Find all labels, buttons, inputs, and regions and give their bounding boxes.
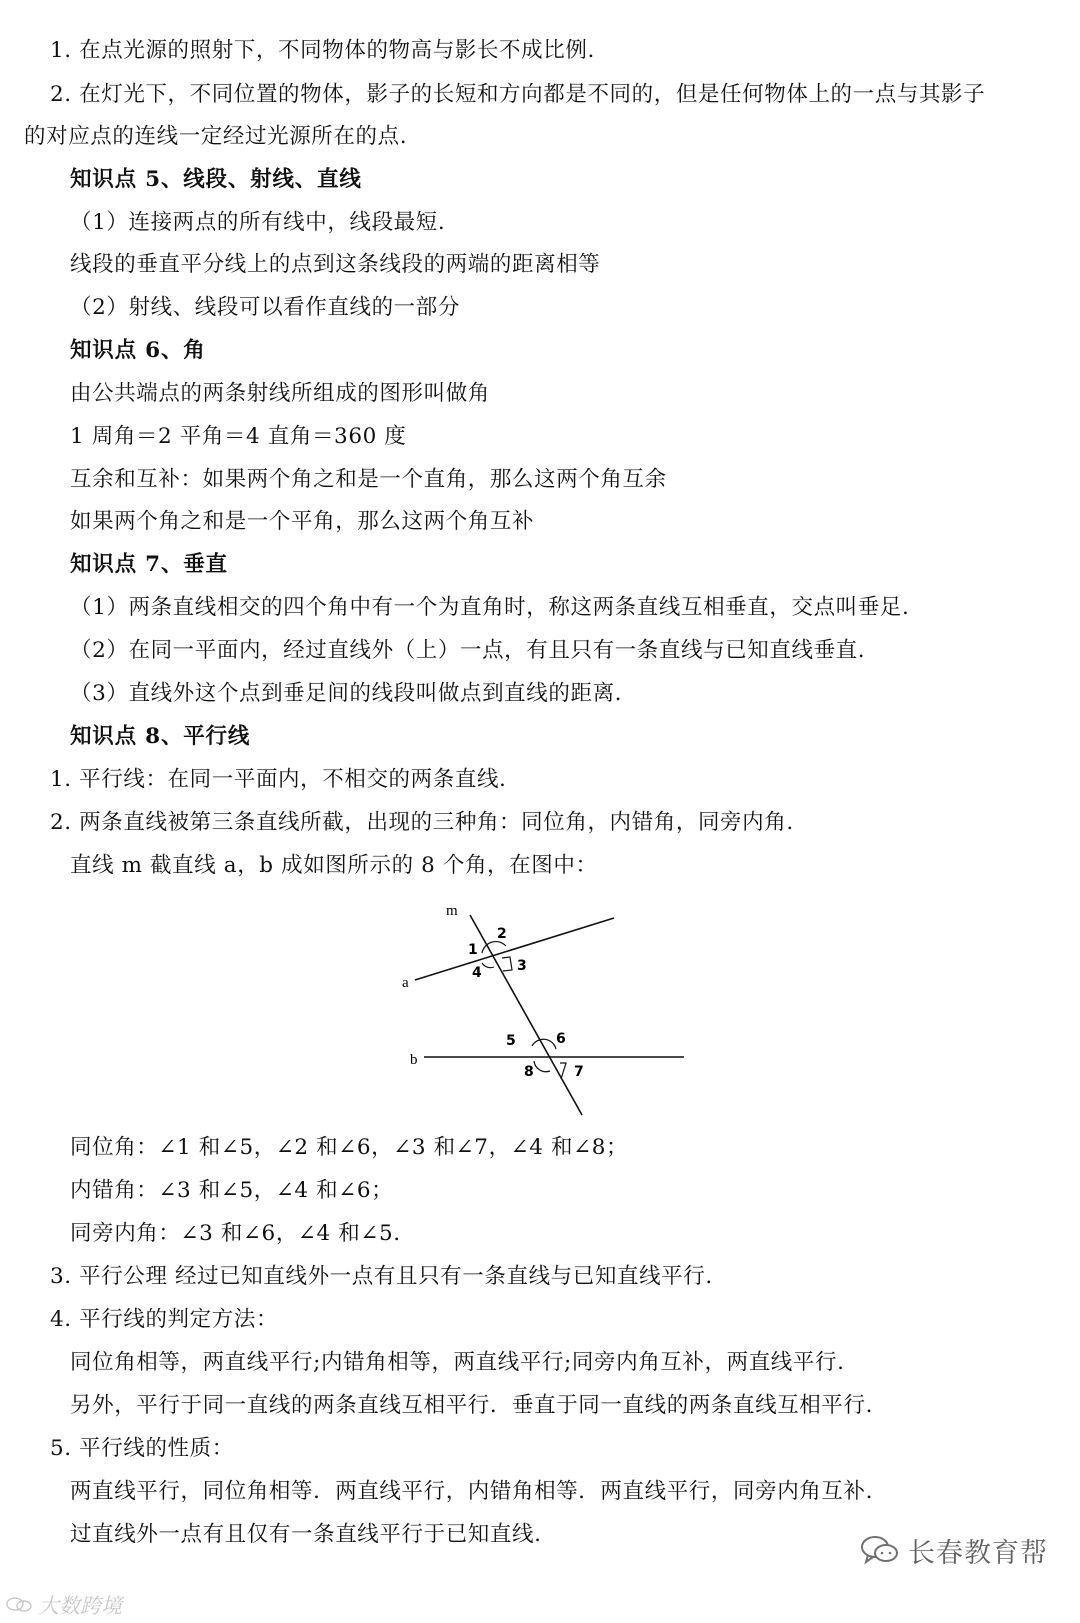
angle-units: 1 周角＝2 平角＝4 直角＝360 度 [70, 424, 407, 449]
corresponding-angles: 同位角：∠1 和∠5，∠2 和∠6，∠3 和∠7，∠4 和∠8； [70, 1135, 629, 1160]
watermark-right-text: 长春教育帮 [908, 1537, 1048, 1569]
angle-label-4: 4 [472, 965, 482, 981]
line-a-real [414, 920, 614, 981]
watermark-left [0, 1590, 175, 1620]
line-a-v [415, 919, 614, 981]
angle-label-7: 7 [574, 1064, 584, 1080]
heading-point-5: 知识点 5、线段、射线、直线 [70, 167, 362, 192]
parallel-properties: 两直线平行，同位角相等．两直线平行，内错角相等．两直线平行，同旁内角互补. [70, 1479, 874, 1504]
angle-label-8: 8 [524, 1064, 534, 1080]
point-line-distance: （3）直线外这个点到垂足间的线段叫做点到直线的距离. [70, 681, 623, 706]
angle-label-6: 6 [556, 1031, 566, 1047]
angle-label-5: 5 [506, 1033, 516, 1049]
line-segment-shortest: （1）连接两点的所有线中，线段最短. [70, 210, 446, 235]
item-1: 1. 在点光源的照射下，不同物体的物高与影长不成比例. [50, 38, 595, 63]
parallel-extra: 另外，平行于同一直线的两条直线互相平行．垂直于同一直线的两条直线互相平行. [70, 1393, 874, 1418]
item-2: 2. 在灯光下，不同位置的物体，影子的长短和方向都是不同的，但是任何物体上的一点与其影子 [50, 82, 986, 107]
angle-definition: 由公共端点的两条射线所组成的图形叫做角 [70, 381, 490, 406]
parallel-criteria-title: 4. 平行线的判定方法： [50, 1307, 279, 1332]
wechat-icon [860, 1533, 900, 1567]
unique-parallel: 过直线外一点有且仅有一条直线平行于已知直线. [70, 1522, 542, 1547]
label-m: m [446, 903, 458, 919]
parallel-properties-title: 5. 平行线的性质： [50, 1436, 234, 1461]
arc-8 [534, 1061, 550, 1072]
line-a [415, 918, 614, 980]
angle-label-3: 3 [517, 958, 527, 974]
watermark-right [860, 1530, 1048, 1570]
arc-4 [482, 963, 494, 968]
heading-point-6: 知识点 6、角 [70, 338, 206, 363]
transversal-figure [400, 903, 710, 1165]
complementary: 互余和互补：如果两个角之和是一个直角，那么这两个角互余 [70, 467, 667, 492]
figure-intro: 直线 m 截直线 a，b 成如图所示的 8 个角，在图中： [70, 853, 598, 878]
parallel-axiom: 3. 平行公理 经过已知直线外一点有且只有一条直线与已知直线平行. [50, 1264, 713, 1289]
supplementary: 如果两个角之和是一个平角，那么这两个角互补 [70, 509, 535, 534]
watermark-left-text: 大数跨境 [38, 1594, 122, 1618]
bubble-logo-icon [6, 1595, 32, 1615]
ray-segment-part: （2）射线、线段可以看作直线的一部分 [70, 295, 460, 320]
angle-label-2: 2 [497, 926, 507, 942]
label-b: b [410, 1052, 418, 1068]
perpendicular-unique: （2）在同一平面内，经过直线外（上）一点，有且只有一条直线与已知直线垂直. [70, 638, 866, 663]
angle-label-1: 1 [468, 942, 478, 958]
perpendicular-bisector: 线段的垂直平分线上的点到这条线段的两端的距离相等 [70, 252, 601, 277]
heading-point-8: 知识点 8、平行线 [70, 724, 251, 749]
three-angle-types: 2. 两条直线被第三条直线所截，出现的三种角：同位角，内错角，同旁内角. [50, 810, 794, 835]
line-a-solid [415, 919, 614, 981]
line-a-path [415, 919, 615, 981]
arc-3 [502, 957, 512, 971]
parallel-def: 1. 平行线：在同一平面内，不相交的两条直线. [50, 767, 507, 792]
label-a: a [402, 975, 409, 991]
co-interior-angles: 同旁内角：∠3 和∠6，∠4 和∠5. [70, 1221, 401, 1246]
heading-point-7: 知识点 7、垂直 [70, 552, 228, 577]
perpendicular-def: （1）两条直线相交的四个角中有一个为直角时，称这两条直线互相垂直，交点叫垂足. [70, 595, 910, 620]
item-2-cont: 的对应点的连线一定经过光源所在的点. [24, 124, 408, 149]
alternate-angles: 内错角：∠3 和∠5，∠4 和∠6； [70, 1178, 394, 1203]
parallel-criteria: 同位角相等，两直线平行;内错角相等，两直线平行;同旁内角互补，两直线平行. [70, 1350, 845, 1375]
